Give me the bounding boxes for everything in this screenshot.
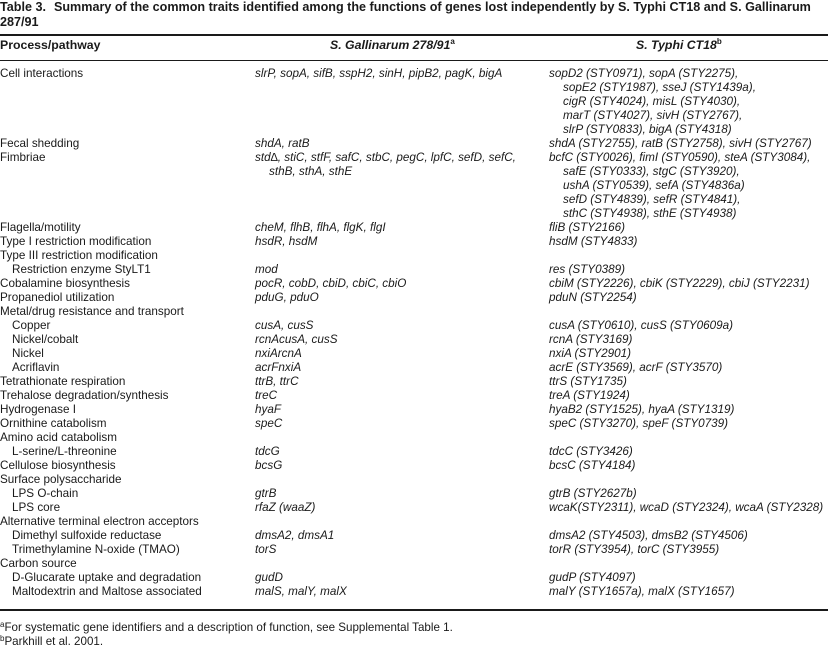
typhi-genes-cell — [549, 501, 823, 515]
process-cell: Cell interactions — [0, 67, 84, 80]
gene-line: sthC (STY4938), sthE (STY4938) — [563, 207, 737, 220]
table-row — [0, 291, 828, 305]
gene-line: res (STY0389) — [549, 263, 625, 276]
gene-line: std∆, stiC, stfF, safC, stbC, pegC, lpfC, sefD, sefC, — [255, 151, 516, 164]
gene-line: gtrB (STY2627b) — [549, 487, 637, 500]
process-cell: Metal/drug resistance and transport — [0, 305, 184, 318]
typhi-genes-cell — [549, 263, 625, 277]
gene-line: fliB (STY2166) — [549, 221, 625, 234]
gene-line: pduN (STY2254) — [549, 291, 637, 304]
gallinarum-genes-cell — [255, 389, 277, 403]
gallinarum-genes-cell — [255, 347, 302, 361]
table-row — [0, 333, 828, 347]
gallinarum-genes-cell — [255, 221, 386, 235]
typhi-genes-cell — [549, 571, 636, 585]
gallinarum-genes-cell — [255, 375, 299, 389]
gene-line: sopD2 (STY0971), sopA (STY2275), — [549, 67, 739, 80]
table-row — [0, 487, 828, 501]
typhi-genes-cell — [549, 277, 809, 291]
gene-line: pduG, pduO — [255, 291, 319, 304]
gallinarum-genes-cell — [255, 291, 319, 305]
gene-line: rfaZ (waaZ) — [255, 501, 316, 514]
process-cell: Ornithine catabolism — [0, 417, 107, 430]
gene-line: dmsA2, dmsA1 — [255, 529, 335, 542]
gallinarum-genes-cell — [255, 263, 278, 277]
table-row — [0, 151, 828, 221]
table-row — [0, 221, 828, 235]
table-row — [0, 543, 828, 557]
typhi-genes-cell — [549, 137, 812, 151]
gene-line: bcsC (STY4184) — [549, 459, 636, 472]
typhi-genes-cell — [549, 403, 734, 417]
gallinarum-genes-cell — [255, 501, 315, 515]
typhi-genes-cell — [549, 67, 756, 137]
process-cell: D-Glucarate uptake and degradation — [12, 571, 202, 584]
gene-line: malS, malY, malX — [255, 585, 347, 598]
gene-line: nxiA (STY2901) — [549, 347, 632, 360]
gene-line: gudD — [255, 571, 283, 584]
gallinarum-genes-cell — [255, 235, 317, 249]
typhi-genes-cell — [549, 487, 637, 501]
typhi-genes-cell — [549, 375, 627, 389]
gallinarum-genes-cell — [255, 487, 276, 501]
gallinarum-genes-cell — [255, 417, 282, 431]
gene-line: hyaB2 (STY1525), hyaA (STY1319) — [549, 403, 735, 416]
gene-line: pocR, cobD, cbiD, cbiC, cbiO — [255, 277, 407, 290]
gallinarum-genes-cell — [255, 137, 310, 151]
table-row — [0, 445, 828, 459]
table-row — [0, 375, 828, 389]
gallinarum-genes-cell — [255, 403, 281, 417]
process-cell: Tetrathionate respiration — [0, 375, 126, 388]
gene-line: slrP, sopA, sifB, sspH2, sinH, pipB2, pagK, bigA — [255, 67, 503, 80]
gene-line: ttrS (STY1735) — [549, 375, 627, 388]
process-cell: Trehalose degradation/synthesis — [0, 389, 169, 402]
typhi-genes-cell — [549, 361, 722, 375]
gene-line: hsdR, hsdM — [255, 235, 318, 248]
process-cell: Flagella/motility — [0, 221, 81, 234]
table-row — [0, 277, 828, 291]
gene-line: treA (STY1924) — [549, 389, 630, 402]
gallinarum-genes-cell — [255, 277, 406, 291]
gene-line: cigR (STY4024), misL (STY4030), — [563, 95, 741, 108]
gallinarum-genes-cell — [255, 319, 313, 333]
typhi-genes-cell — [549, 151, 810, 221]
gallinarum-genes-cell — [255, 571, 283, 585]
table-row — [0, 389, 828, 403]
gallinarum-genes-cell — [255, 459, 282, 473]
gene-line: cbiM (STY2226), cbiK (STY2229), cbiJ (STY2231) — [549, 277, 810, 290]
table-row — [0, 585, 828, 599]
typhi-genes-cell — [549, 221, 625, 235]
typhi-genes-cell — [549, 459, 635, 473]
table-body — [0, 67, 828, 599]
typhi-genes-cell — [549, 347, 631, 361]
gene-line: treC — [255, 389, 278, 402]
gene-line: bcsG — [255, 459, 283, 472]
process-cell: L-serine/L-threonine — [12, 445, 117, 458]
gene-line: ushA (STY0539), sefA (STY4836a) — [563, 179, 745, 192]
typhi-genes-cell — [549, 235, 637, 249]
header-typhi: S. Typhi CT18$^b$ — [636, 37, 722, 52]
process-cell: Copper — [12, 319, 51, 332]
table-row — [0, 249, 828, 263]
table-caption — [0, 0, 826, 30]
gene-line: rcnA (STY3169) — [549, 333, 633, 346]
gene-line: gudP (STY4097) — [549, 571, 636, 584]
typhi-genes-cell — [549, 333, 632, 347]
gene-line: shdA (STY2755), ratB (STY2758), sivH (STY2767) — [549, 137, 812, 150]
gallinarum-genes-cell — [255, 151, 516, 179]
process-cell: Restriction enzyme StyLT1 — [12, 263, 151, 276]
gene-line: sefD (STY4839), sefR (STY4841), — [563, 193, 741, 206]
process-cell: Trimethylamine N-oxide (TMAO) — [12, 543, 180, 556]
table-row — [0, 431, 828, 445]
table-row — [0, 319, 828, 333]
table-row — [0, 263, 828, 277]
gene-line: sopE2 (STY1987), sseJ (STY1439a), — [563, 81, 756, 94]
process-cell: Alternative terminal electron acceptors — [0, 515, 199, 528]
gene-line: tdcC (STY3426) — [549, 445, 633, 458]
process-cell: Surface polysaccharide — [0, 473, 122, 486]
process-cell: Maltodextrin and Maltose associated — [12, 585, 202, 598]
table-row — [0, 67, 828, 137]
process-cell: Type I restriction modification — [0, 235, 152, 248]
gene-line: slrP (STY0833), bigA (STY4318) — [563, 123, 732, 136]
gene-line: hsdM (STY4833) — [549, 235, 638, 248]
footnotes — [0, 621, 453, 649]
gene-line: malY (STY1657a), malX (STY1657) — [549, 585, 735, 598]
process-cell: Fecal shedding — [0, 137, 80, 150]
gene-line: dmsA2 (STY4503), dmsB2 (STY4506) — [549, 529, 748, 542]
table-row — [0, 473, 828, 487]
gene-line: sthB, sthA, sthE — [269, 165, 353, 178]
process-cell: Propanediol utilization — [0, 291, 115, 304]
process-cell: LPS core — [12, 501, 61, 514]
table-row — [0, 305, 828, 319]
table-row — [0, 417, 828, 431]
gene-line: safE (STY0333), stgC (STY3920), — [563, 165, 740, 178]
gene-line: marT (STY4027), sivH (STY2767), — [563, 109, 743, 122]
header-gallinarum: S. Gallinarum 278/91$^a$ — [330, 37, 455, 52]
gene-line: cusA, cusS — [255, 319, 314, 332]
gene-line: hyaF — [255, 403, 281, 416]
table-row — [0, 529, 828, 543]
footnote-a: $^a$For systematic gene identifiers and a description of function, see Supplemental Table 1. — [0, 620, 453, 634]
table-row — [0, 515, 828, 529]
process-cell: Cellulose biosynthesis — [0, 459, 116, 472]
header-process: Process/pathway — [0, 38, 101, 52]
table-row — [0, 361, 828, 375]
process-cell: Hydrogenase I — [0, 403, 77, 416]
gene-line: shdA, ratB — [255, 137, 310, 150]
typhi-genes-cell — [549, 417, 728, 431]
gallinarum-genes-cell — [255, 67, 502, 81]
process-cell: Cobalamine biosynthesis — [0, 277, 130, 290]
typhi-genes-cell — [549, 291, 637, 305]
typhi-genes-cell — [549, 445, 633, 459]
process-cell: Type III restriction modification — [0, 249, 158, 262]
table-row — [0, 571, 828, 585]
gene-line: mod — [255, 263, 278, 276]
bottom-rule — [0, 609, 828, 611]
gallinarum-genes-cell — [255, 585, 347, 599]
gene-line: gtrB — [255, 487, 277, 500]
process-cell: Nickel/cobalt — [12, 333, 79, 346]
header-rule — [0, 60, 828, 61]
process-cell: Acriflavin — [12, 361, 60, 374]
gene-line: ttrB, ttrC — [255, 375, 299, 388]
table-row — [0, 137, 828, 151]
typhi-genes-cell — [549, 585, 735, 599]
gene-line: acrFnxiA — [255, 361, 302, 374]
typhi-genes-cell — [549, 389, 630, 403]
gallinarum-genes-cell — [255, 445, 280, 459]
process-cell: LPS O-chain — [12, 487, 79, 500]
gene-line: cheM, flhB, flhA, flgK, flgI — [255, 221, 386, 234]
table-title: Summary of the common traits identified among the functions of genes lost independently by S. Typhi CT18 and S. Gallinarum 287/91 — [0, 0, 811, 29]
gallinarum-genes-cell — [255, 361, 301, 375]
process-cell: Dimethyl sulfoxide reductase — [12, 529, 162, 542]
table-header — [0, 36, 828, 56]
table-row — [0, 459, 828, 473]
process-cell: Fimbriae — [0, 151, 46, 164]
table-row — [0, 557, 828, 571]
gene-line: bcfC (STY0026), fimI (STY0590), steA (STY3084), — [549, 151, 811, 164]
table-row — [0, 501, 828, 515]
gallinarum-genes-cell — [255, 529, 334, 543]
gene-line: torR (STY3954), torC (STY3955) — [549, 543, 720, 556]
gallinarum-genes-cell — [255, 333, 338, 347]
process-cell: Amino acid catabolism — [0, 431, 117, 444]
gene-line: wcaK(STY2311), wcaD (STY2324), wcaA (STY2328) — [549, 501, 824, 514]
table-row — [0, 403, 828, 417]
gene-line: rcnAcusA, cusS — [255, 333, 338, 346]
gene-line: nxiArcnA — [255, 347, 302, 360]
footnote-b: $^b$Parkhill et al. 2001. — [0, 634, 104, 648]
typhi-genes-cell — [549, 319, 733, 333]
gene-line: cusA (STY0610), cusS (STY0609a) — [549, 319, 734, 332]
gallinarum-genes-cell — [255, 543, 276, 557]
process-cell: Carbon source — [0, 557, 77, 570]
table-row — [0, 347, 828, 361]
gene-line: torS — [255, 543, 277, 556]
process-cell: Nickel — [12, 347, 44, 360]
table-label: Table 3. — [0, 0, 46, 14]
typhi-genes-cell — [549, 529, 748, 543]
typhi-genes-cell — [549, 543, 719, 557]
gene-line: acrE (STY3569), acrF (STY3570) — [549, 361, 723, 374]
gene-line: speC (STY3270), speF (STY0739) — [549, 417, 729, 430]
table-row — [0, 235, 828, 249]
gene-line: speC — [255, 417, 283, 430]
gene-line: tdcG — [255, 445, 280, 458]
